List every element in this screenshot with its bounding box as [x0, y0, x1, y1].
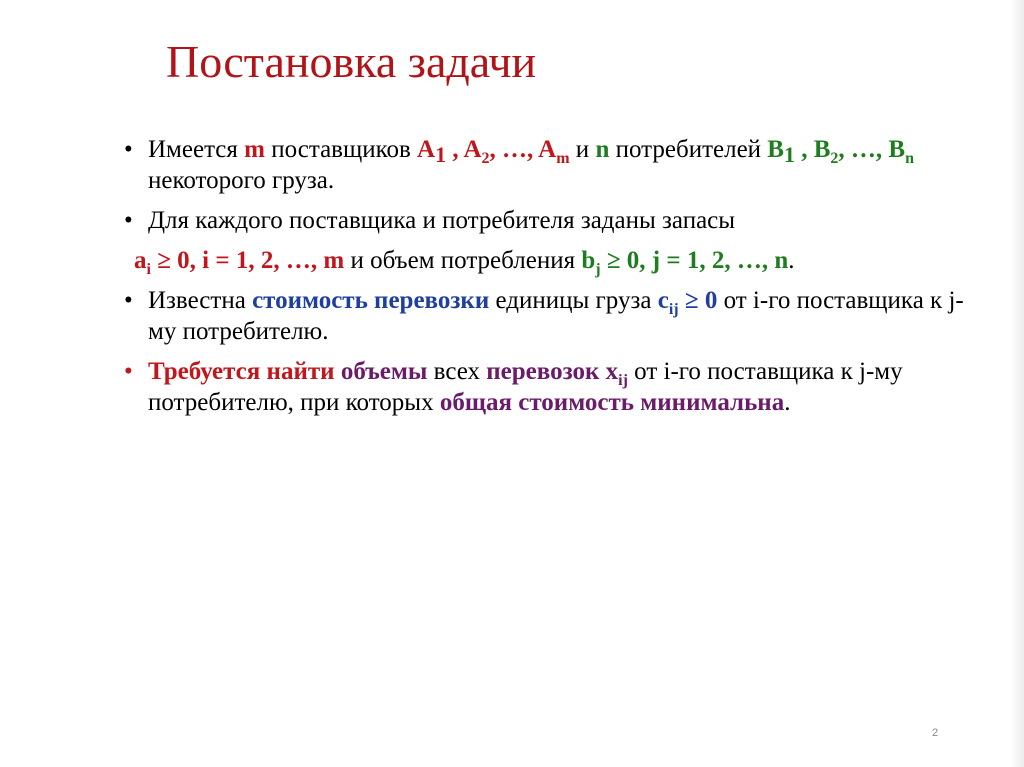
text: , …, A	[489, 136, 557, 163]
supplier-am	[489, 136, 570, 167]
text: поставщиков	[264, 136, 418, 163]
consumer-b1	[767, 136, 795, 167]
bullet-stocks	[124, 205, 984, 236]
bullet-marker: •	[124, 136, 133, 163]
subscript: n	[905, 150, 915, 167]
var-n: n	[595, 136, 610, 163]
slide-content	[124, 134, 984, 427]
text: Известна	[148, 287, 253, 314]
text: и	[569, 136, 596, 163]
text: , …, B	[838, 136, 906, 163]
page-number: 2	[932, 727, 939, 739]
bullet-marker: •	[124, 358, 133, 385]
term-total-cost-minimal: общая стоимость минимальна	[439, 389, 785, 416]
bullet-marker: •	[124, 287, 133, 314]
term-transports-x	[486, 358, 628, 389]
slide-edge-shadow	[1010, 0, 1024, 767]
text: .	[788, 247, 795, 274]
text: ≥ 0, j = 1, 2, …, n	[600, 247, 789, 274]
text: c	[657, 287, 669, 314]
text: перевозок x	[486, 358, 619, 385]
text: и объем потребления	[344, 247, 582, 274]
term-transport-cost: стоимость перевозки	[252, 287, 490, 314]
term-volumes: объемы	[340, 358, 428, 385]
text: потребителей	[609, 136, 768, 163]
bullet-objective	[124, 356, 984, 418]
bullet-transport-cost	[124, 285, 984, 347]
text: ≥ 0	[678, 287, 718, 314]
supplier-a2	[446, 136, 490, 167]
subscript: ij	[618, 372, 628, 389]
subscript: 1	[435, 142, 447, 167]
consumer-b2	[794, 136, 839, 167]
bullet-marker: •	[124, 207, 133, 234]
text: B	[767, 136, 784, 163]
subscript: 2	[830, 150, 839, 167]
text: некоторого груза.	[148, 167, 335, 194]
text: Имеется	[148, 136, 245, 163]
formula-a	[134, 247, 345, 278]
var-m: m	[244, 136, 265, 163]
text: , B	[794, 136, 831, 163]
text: , A	[446, 136, 482, 163]
supplier-a1	[417, 136, 447, 167]
subscript: j	[595, 261, 601, 278]
subscript: 2	[481, 150, 490, 167]
subscript: ij	[668, 301, 679, 318]
text: .	[784, 389, 791, 416]
text: всех	[427, 358, 487, 385]
consumer-bn	[838, 136, 915, 167]
term-required-to-find: Требуется найти	[148, 358, 335, 385]
subscript: 1	[783, 142, 795, 167]
subscript: m	[556, 150, 570, 167]
text: от i-го поставщика к j-му потребителю.	[148, 287, 964, 345]
subscript: i	[146, 261, 151, 278]
text: b	[581, 247, 596, 274]
stocks-formula-line	[124, 245, 984, 276]
formula-b	[581, 247, 789, 278]
text: a	[134, 247, 147, 274]
text: единицы груза	[489, 287, 658, 314]
text: от i-го поставщика к j-му потребителю, при которых	[148, 358, 903, 416]
text: Для каждого поставщика и потребителя заданы запасы	[148, 207, 736, 234]
bullet-suppliers-consumers	[124, 134, 984, 196]
formula-c	[657, 287, 718, 318]
text: ≥ 0, i = 1, 2, …, m	[150, 247, 345, 274]
slide-title: Постановка задачи	[166, 36, 537, 87]
text: A	[417, 136, 436, 163]
